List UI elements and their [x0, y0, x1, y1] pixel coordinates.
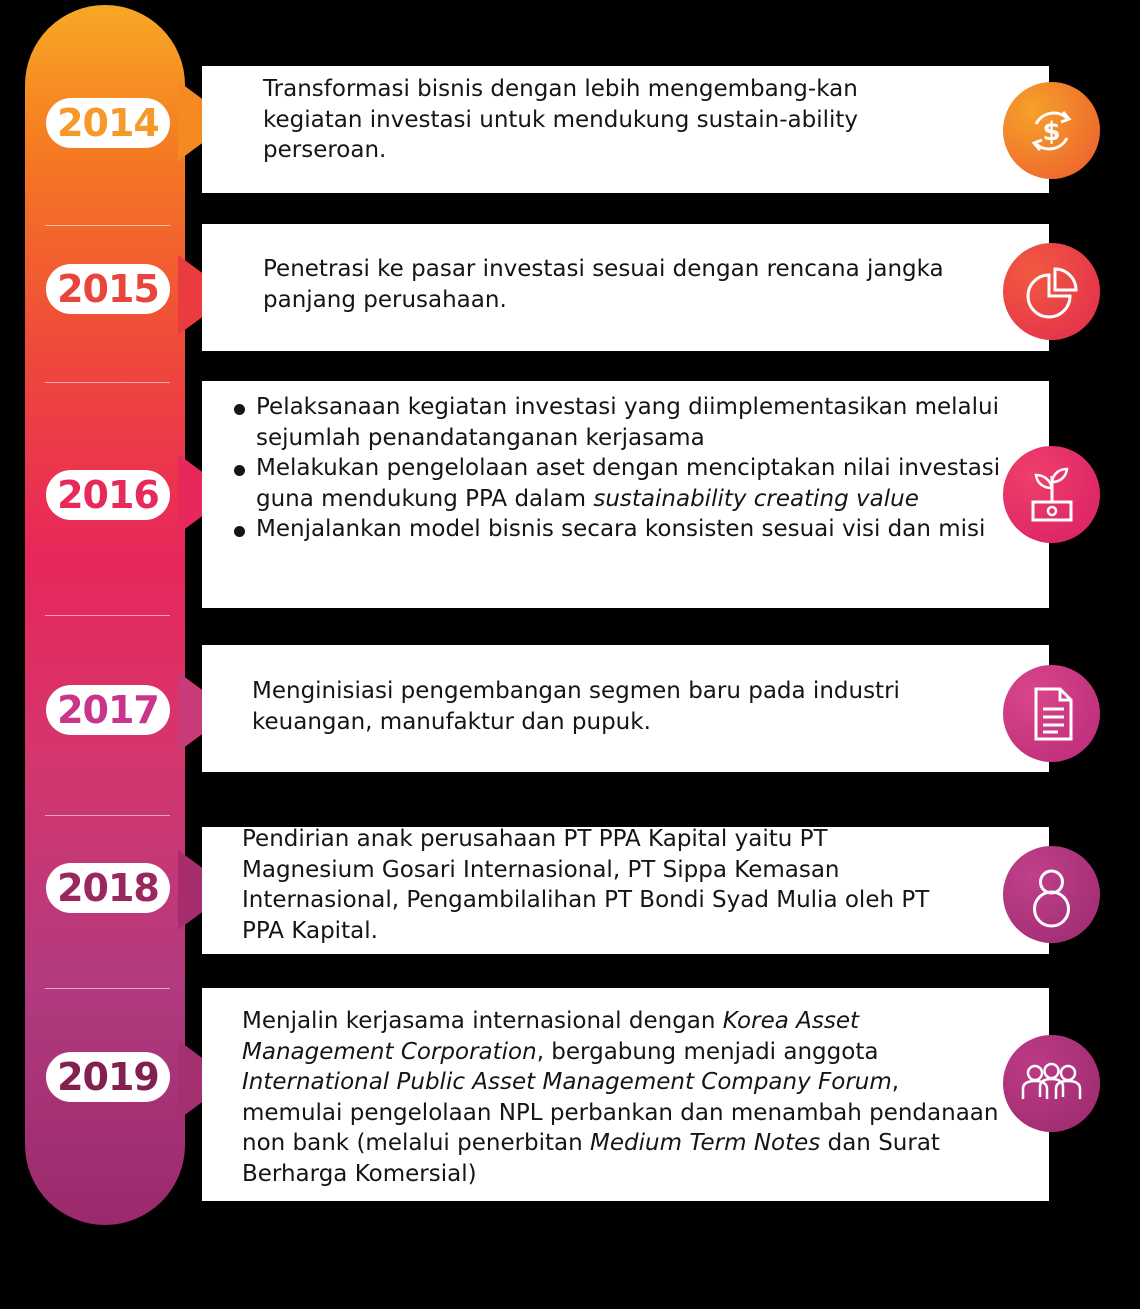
year-badge: 2019 — [46, 1052, 170, 1102]
icon-circle — [1003, 243, 1100, 340]
year-badge: 2014 — [46, 98, 170, 148]
dollar-cycle-icon — [1003, 82, 1100, 179]
icon-circle — [1003, 82, 1100, 179]
group-people-icon — [1003, 1035, 1100, 1132]
event-text: Menginisiasi pengembangan segmen baru pada industri keuangan, manufaktur dan pupuk. — [252, 678, 900, 735]
event-bullets — [234, 392, 1004, 545]
divider — [45, 225, 170, 226]
icon-circle — [1003, 665, 1100, 762]
divider — [45, 382, 170, 383]
document-icon — [1003, 665, 1100, 762]
year-badge: 2016 — [46, 470, 170, 520]
bullet-item: Melakukan pengelolaan aset dengan menciptakan nilai investasi guna mendukung PPA dalam sustainability creating value — [234, 453, 1004, 514]
person-icon — [1003, 846, 1100, 943]
svg-text:$: $ — [1042, 117, 1061, 147]
event-text: Pendirian anak perusahaan PT PPA Kapital yaitu PT Magnesium Gosari Internasional, PT Sippa Kemasan Internasional, Pengambilalihan PT Bondi Syad Mulia oleh PT PPA Kapital. — [242, 826, 930, 944]
divider — [45, 815, 170, 816]
divider — [45, 615, 170, 616]
year-badge: 2015 — [46, 264, 170, 314]
icon-circle — [1003, 1035, 1100, 1132]
event-text: Transformasi bisnis dengan lebih mengembang-kan kegiatan investasi untuk mendukung sustain-ability perseroan. — [263, 76, 859, 163]
bullet-item: Menjalankan model bisnis secara konsisten sesuai visi dan misi — [234, 514, 1004, 545]
event-text: Penetrasi ke pasar investasi sesuai dengan rencana jangka panjang perusahaan. — [263, 256, 944, 313]
icon-circle — [1003, 446, 1100, 543]
event-text: Menjalin kerjasama internasional dengan Korea Asset Management Corporation, bergabung menjadi anggota International Public Asset Management Company Forum, memulai pengelolaan NPL perbankan dan menambah pendanaan non bank (melalui penerbitan Medium Term Notes dan Surat Berharga Komersial) — [242, 1008, 999, 1187]
bullet-item: Pelaksanaan kegiatan investasi yang diimplementasikan melalui sejumlah penandatanganan kerjasama — [234, 392, 1004, 453]
icon-circle — [1003, 846, 1100, 943]
divider — [45, 988, 170, 989]
plant-growth-icon — [1003, 446, 1100, 543]
year-badge: 2017 — [46, 685, 170, 735]
pie-chart-icon — [1003, 243, 1100, 340]
year-badge: 2018 — [46, 863, 170, 913]
